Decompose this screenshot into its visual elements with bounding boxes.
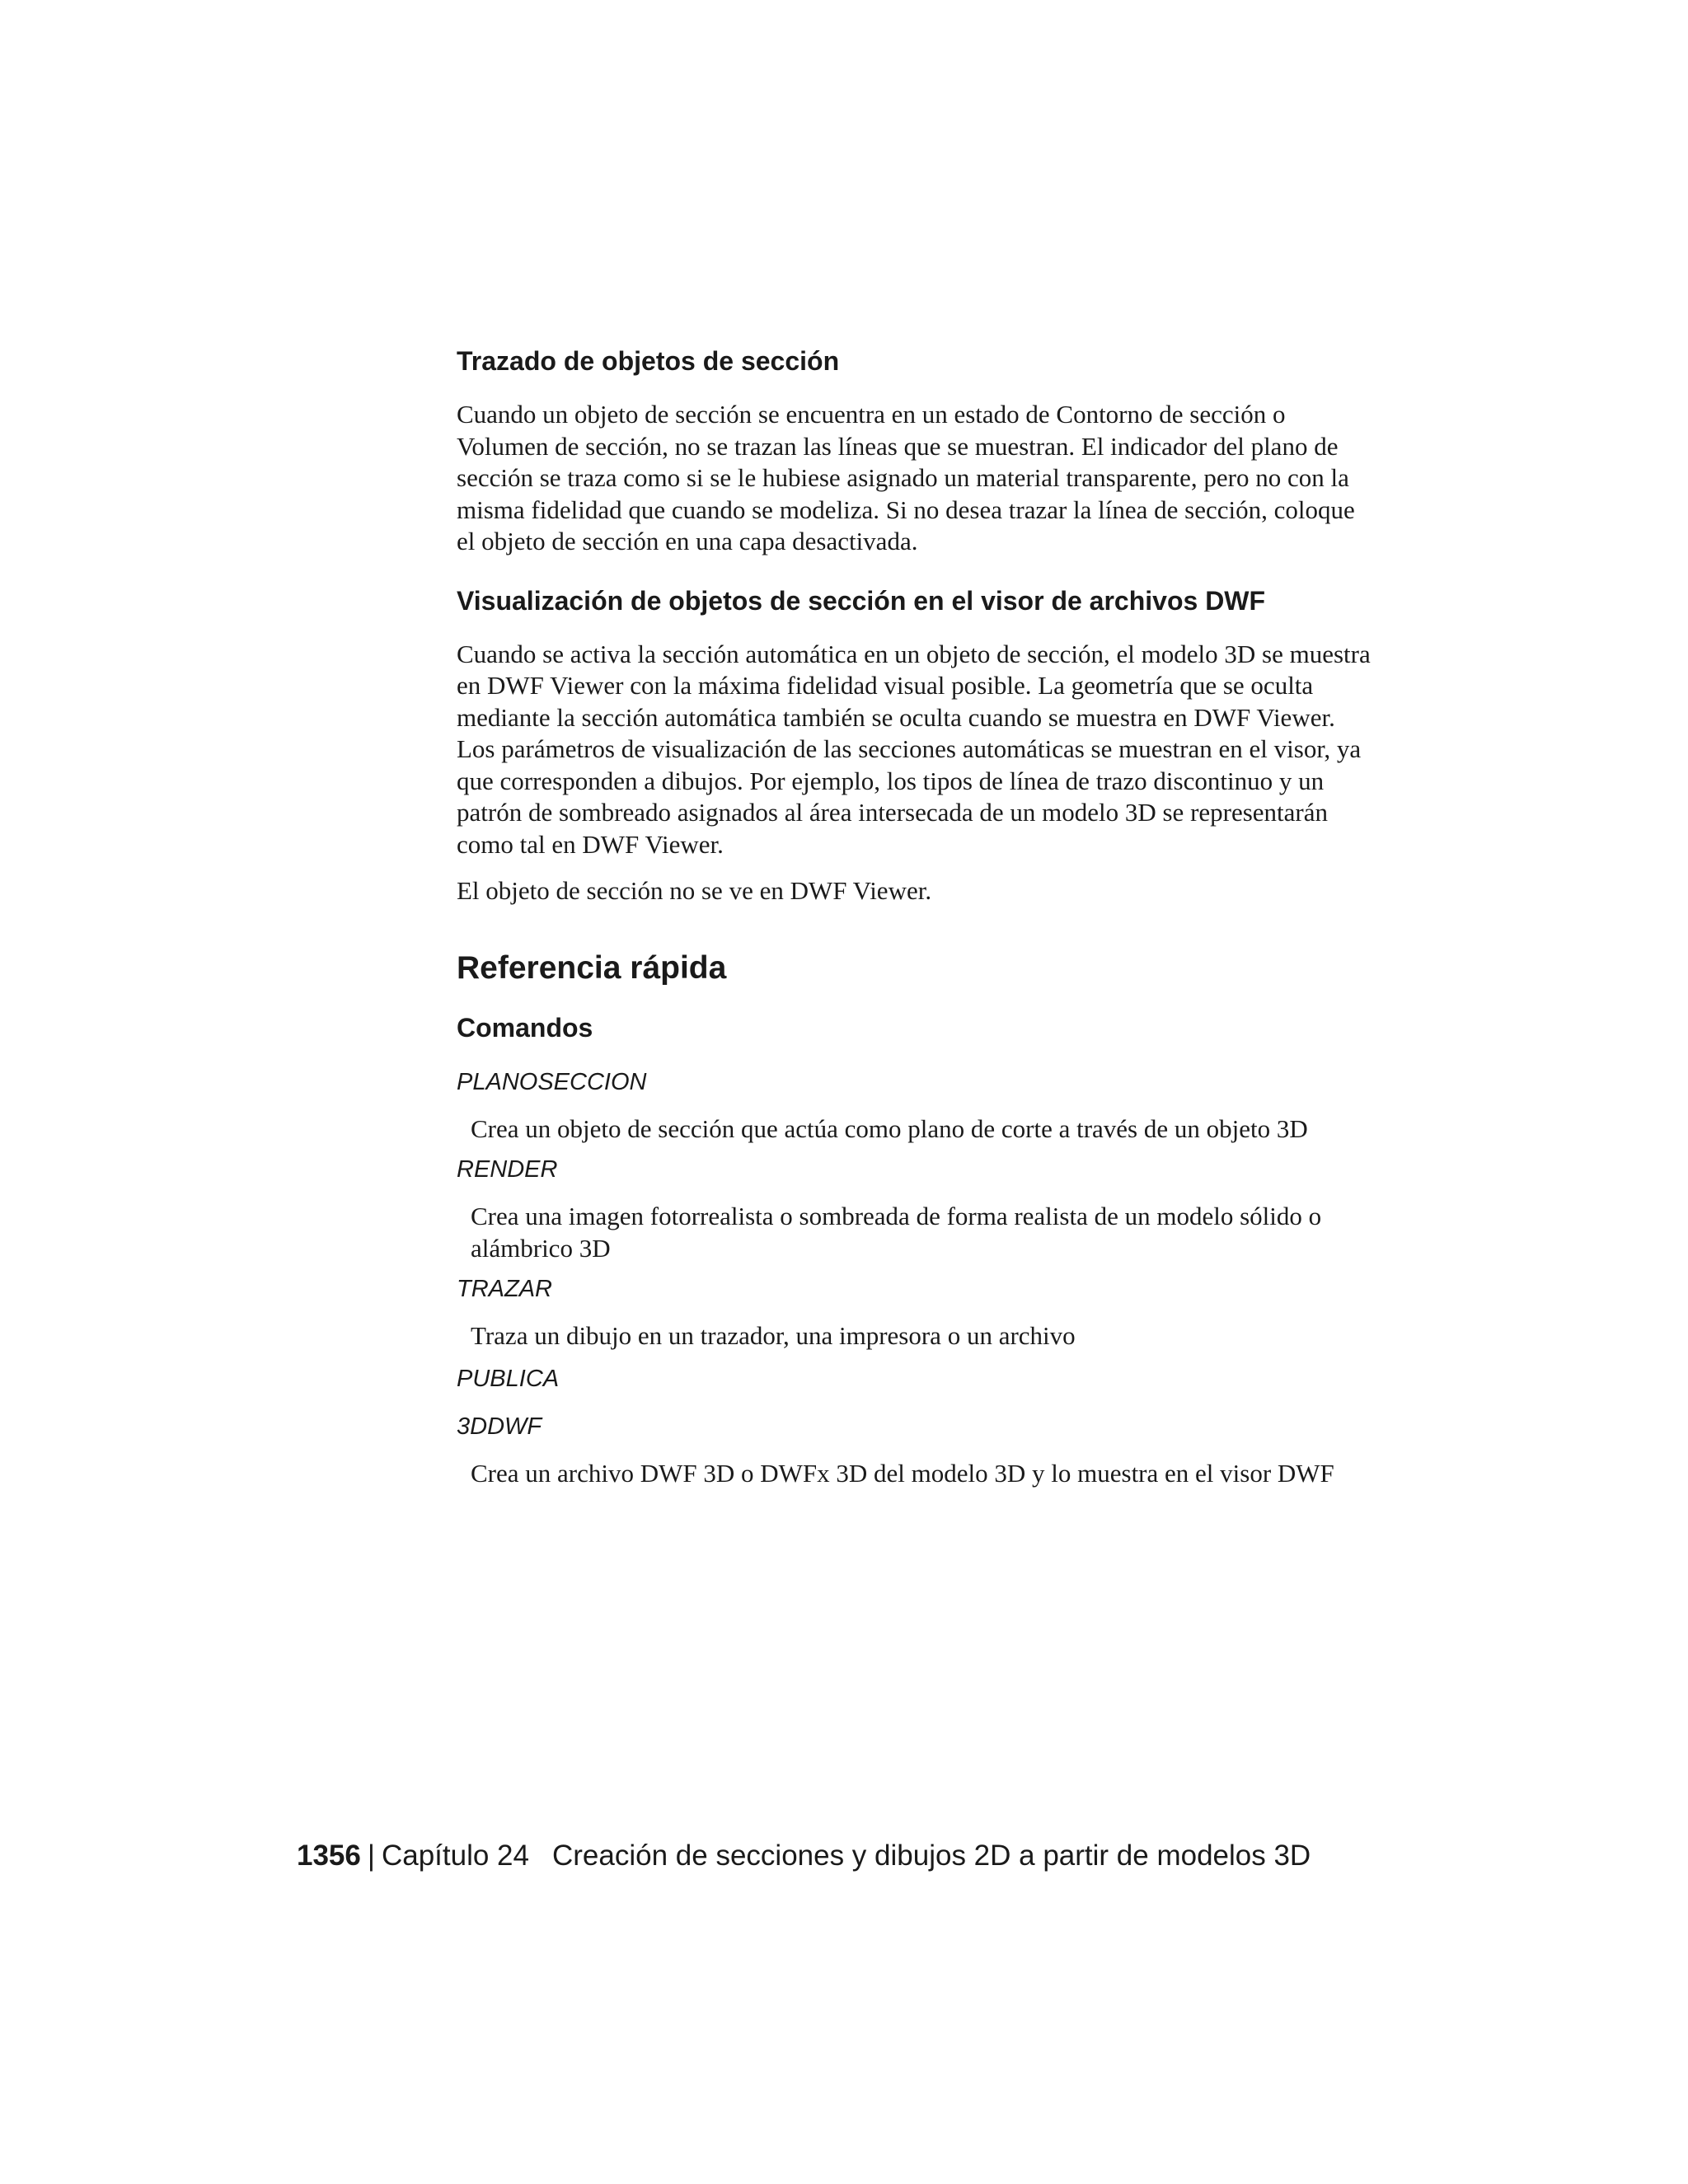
- footer-chapter: Capítulo 24: [381, 1840, 529, 1872]
- command-entry: [457, 1067, 1372, 1146]
- command-description: Crea un archivo DWF 3D o DWFx 3D del modelo 3D y lo muestra en el visor DWF: [471, 1458, 1334, 1488]
- command-entry: [457, 1155, 1372, 1264]
- command-name: PLANOSECCION: [457, 1068, 647, 1095]
- footer-separator: |: [367, 1840, 375, 1872]
- command-description: Traza un dibujo en un trazador, una impresora o un archivo: [471, 1321, 1076, 1350]
- command-list: [457, 1067, 1372, 1490]
- command-description: Crea un objeto de sección que actúa como plano de corte a través de un objeto 3D: [471, 1113, 1308, 1143]
- section-heading-trazado: Trazado de objetos de sección: [457, 346, 840, 376]
- command-entry: [457, 1412, 1372, 1490]
- command-name: RENDER: [457, 1156, 558, 1183]
- page-content: [457, 344, 1372, 1489]
- command-name: TRAZAR: [457, 1276, 552, 1302]
- quick-reference-heading: Referencia rápida: [457, 949, 727, 986]
- footer-chapter-title: Creación de secciones y dibujos 2D a partir de modelos 3D: [552, 1840, 1311, 1872]
- paragraph-dwf-viewer-note: El objeto de sección no se ve en DWF Viewer.: [457, 876, 932, 905]
- paragraph-trazado: Cuando un objeto de sección se encuentra en un estado de Contorno de sección o Volumen de sección, no se trazan las líneas que se muestran. El indicador del plano de sección se traza como si se le hubiese asignado un material transparente, pero no con la misma fidelidad que cuando se modeliza. Si no desea trazar la línea de sección, coloque el objeto de sección en una capa desactivada.: [457, 400, 1355, 555]
- command-description: Crea una imagen fotorrealista o sombreada de forma realista de un modelo sólido o alámbrico 3D: [471, 1202, 1322, 1263]
- paragraph-visualizacion: Cuando se activa la sección automática en un objeto de sección, el modelo 3D se muestra en DWF Viewer con la máxima fidelidad visual posible. La geometría que se oculta mediante la sección automática también se oculta cuando se muestra en DWF Viewer. Los parámetros de visualización de las secciones automáticas se muestran en el visor, ya que corresponden a dibujos. Por ejemplo, los tipos de línea de trazo discontinuo y un patrón de sombreado asignados al área intersecada de un modelo 3D se representarán como tal en DWF Viewer.: [457, 639, 1371, 859]
- page-number: 1356: [297, 1840, 361, 1872]
- command-name: 3DDWF: [457, 1413, 542, 1440]
- commands-subheading: Comandos: [457, 1012, 593, 1043]
- command-name: PUBLICA: [457, 1365, 560, 1392]
- command-entry: [457, 1364, 1372, 1394]
- command-entry: [457, 1274, 1372, 1352]
- page-footer: [297, 1838, 1311, 1874]
- section-heading-visualizacion: Visualización de objetos de sección en el visor de archivos DWF: [457, 585, 1266, 616]
